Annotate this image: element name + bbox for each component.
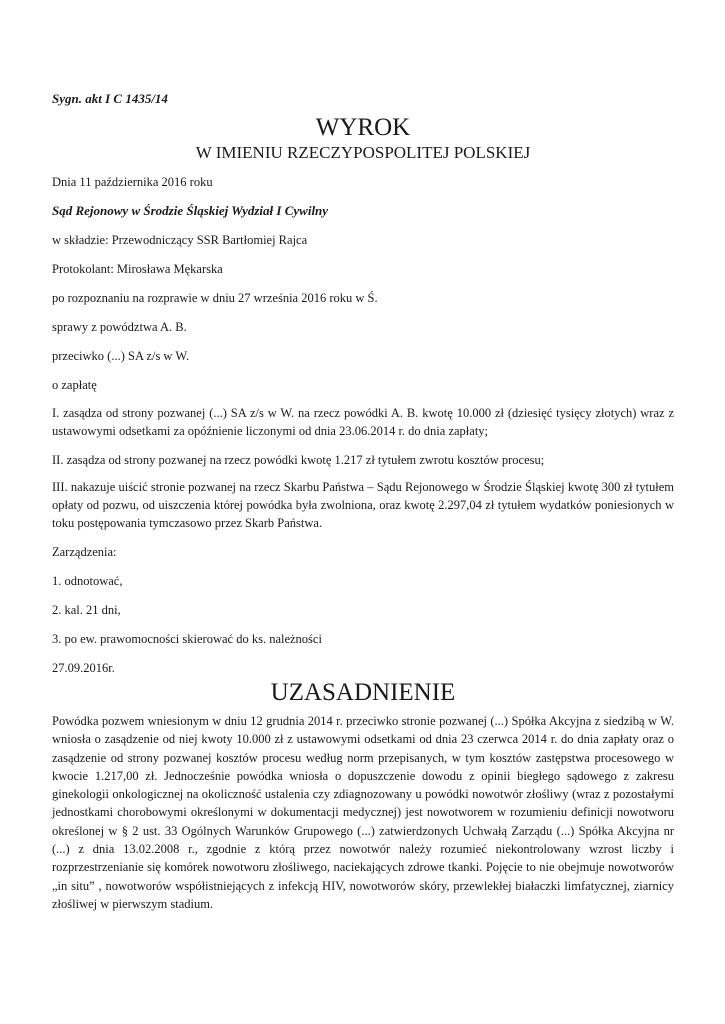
- court-name: Sąd Rejonowy w Środzie Śląskiej Wydział I Cywilny: [52, 203, 329, 218]
- order-item: 2. kal. 21 dni,: [52, 603, 121, 617]
- court-composition: w składzie: Przewodniczący SSR Bartłomiej Rajca: [52, 233, 308, 247]
- defendant-line: przeciwko (...) SA z/s w W.: [52, 349, 190, 363]
- document-title: WYROK: [315, 114, 411, 141]
- ruling-1: I. zasądza od strony pozwanej (...) SA z/s w W. na rzecz powódki A. B. kwotę 10.000 zł (dziesięć tysięcy złotych) wraz z ustawowymi odsetkami za opóźnienie liczonymi od dnia 23.06.2014 r. do dnia zapłaty;: [52, 406, 674, 438]
- case-reference: Sygn. akt I C 1435/14: [52, 91, 168, 106]
- justification-text: Powódka pozwem wniesionym w dniu 12 grudnia 2014 r. przeciwko stronie pozwanej (...) Spółka Akcyjna z siedzibą w W. wniosła o zasądzenie od niej kwoty 10.000 zł z ustawowymi odsetkami od dnia 23 czerwca 2014 r. do dnia zapłaty oraz o zasądzenie od strony pozwanej kosztów procesu według norm przepisanych, w tym kosztów zastępstwa procesowego w kwocie 1.217,00 zł. Jednocześnie powódka wniosła o dopuszczenie dowodu z opinii biegłego sądowego z zakresu ginekologii onkologicznej na okoliczność ustalenia czy zdiagnozowany u powódki nowotwór złośliwy (wraz z pozostałymi jednostkami chorobowymi określonymi w dokumentacji medycznej) jest nowotworem w rozumieniu definicji nowotworu określonej w § 2 ust. 33 Ogólnych Warunków Grupowego (...) zatwierdzonych Uchwałą Zarządu (...) Spółka Akcyjna nr (...) z dnia 13.02.2008 r., zgodnie z którą przez nowotwór należy rozumieć niekontrolowany wzrost liczby i rozprzestrzenianie się komórek nowotworu złośliwego, naciekających zdrowe tkanki. Pojęcie to nie obejmuje nowotworów „in situ” , nowotworów współistniejących z infekcją HIV, nowotworów skóry, przewlekłej białaczki limfatycznej, ziarnicy złośliwej w pierwszym stadium.: [52, 714, 674, 911]
- plaintiff-line: sprawy z powództwa A. B.: [52, 320, 187, 334]
- ruling-2: II. zasądza od strony pozwanej na rzecz powódki kwotę 1.217 zł tytułem zwrotu kosztów procesu;: [52, 453, 545, 467]
- judgment-date: Dnia 11 października 2016 roku: [52, 175, 213, 189]
- case-subject: o zapłatę: [52, 378, 97, 392]
- ruling-3: III. nakazuje uiścić stronie pozwanej na rzecz Skarbu Państwa – Sądu Rejonowego w Środzie Śląskiej kwotę 300 zł tytułem opłaty od pozwu, od uiszczenia której powódka była zwolniona, oraz kwotę 2.297,04 zł tytułem wydatków poniesionych w toku postępowania tymczasowo przez Skarb Państwa.: [52, 480, 674, 530]
- hearing-info: po rozpoznaniu na rozprawie w dniu 27 września 2016 roku w Ś.: [52, 291, 378, 305]
- justification-heading: UZASADNIENIE: [270, 679, 456, 706]
- order-item: 3. po ew. prawomocności skierować do ks. należności: [52, 632, 322, 646]
- document-subtitle: W IMIENIU RZECZYPOSPOLITEJ POLSKIEJ: [195, 143, 531, 162]
- court-clerk: Protokolant: Mirosława Mękarska: [52, 262, 223, 276]
- order-item: 1. odnotować,: [52, 574, 123, 588]
- orders-label: Zarządzenia:: [52, 545, 117, 559]
- orders-date: 27.09.2016r.: [52, 661, 115, 675]
